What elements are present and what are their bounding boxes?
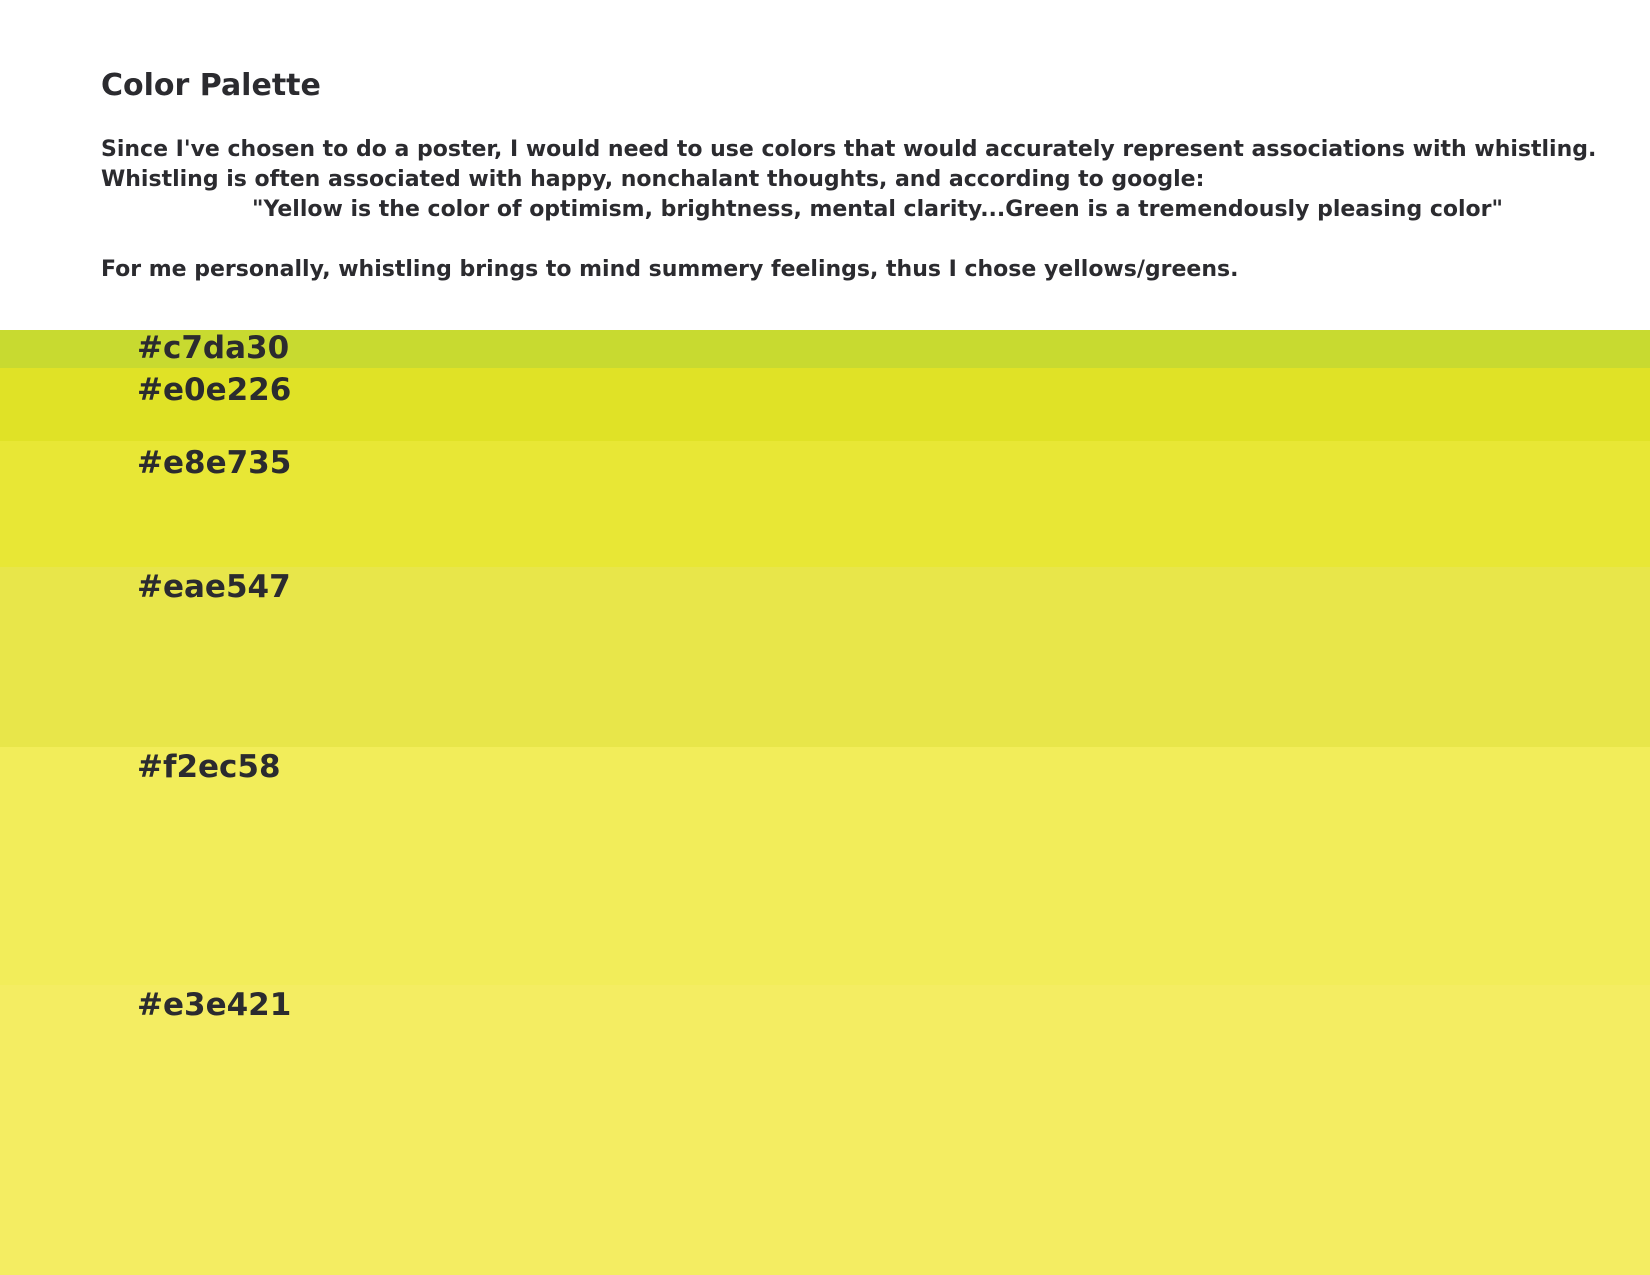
color-swatch xyxy=(0,567,1650,747)
swatch-hex-label: #e8e735 xyxy=(137,445,292,481)
paragraph-line-2: Whistling is often associated with happy, nonchalant thoughts, and according to google: xyxy=(101,167,1205,192)
quote-line: "Yellow is the color of optimism, brightness, mental clarity...Green is a tremendously pleasing color" xyxy=(252,197,1503,222)
swatch-hex-label: #c7da30 xyxy=(137,330,290,366)
color-swatch xyxy=(0,985,1650,1275)
page-title: Color Palette xyxy=(101,68,321,103)
color-swatch xyxy=(0,441,1650,567)
swatch-hex-label: #eae547 xyxy=(137,569,291,605)
color-swatch xyxy=(0,368,1650,441)
color-swatch xyxy=(0,330,1650,368)
color-palette xyxy=(0,330,1650,1275)
swatch-hex-label: #e3e421 xyxy=(137,987,292,1023)
color-swatch xyxy=(0,747,1650,985)
paragraph-line-4: For me personally, whistling brings to mind summery feelings, thus I chose yellows/greens. xyxy=(101,257,1239,282)
swatch-hex-label: #e0e226 xyxy=(137,372,292,408)
paragraph-line-1: Since I've chosen to do a poster, I would need to use colors that would accurately represent associations with whistling. xyxy=(101,137,1597,162)
document-header xyxy=(0,0,1650,330)
swatch-hex-label: #f2ec58 xyxy=(137,749,281,785)
